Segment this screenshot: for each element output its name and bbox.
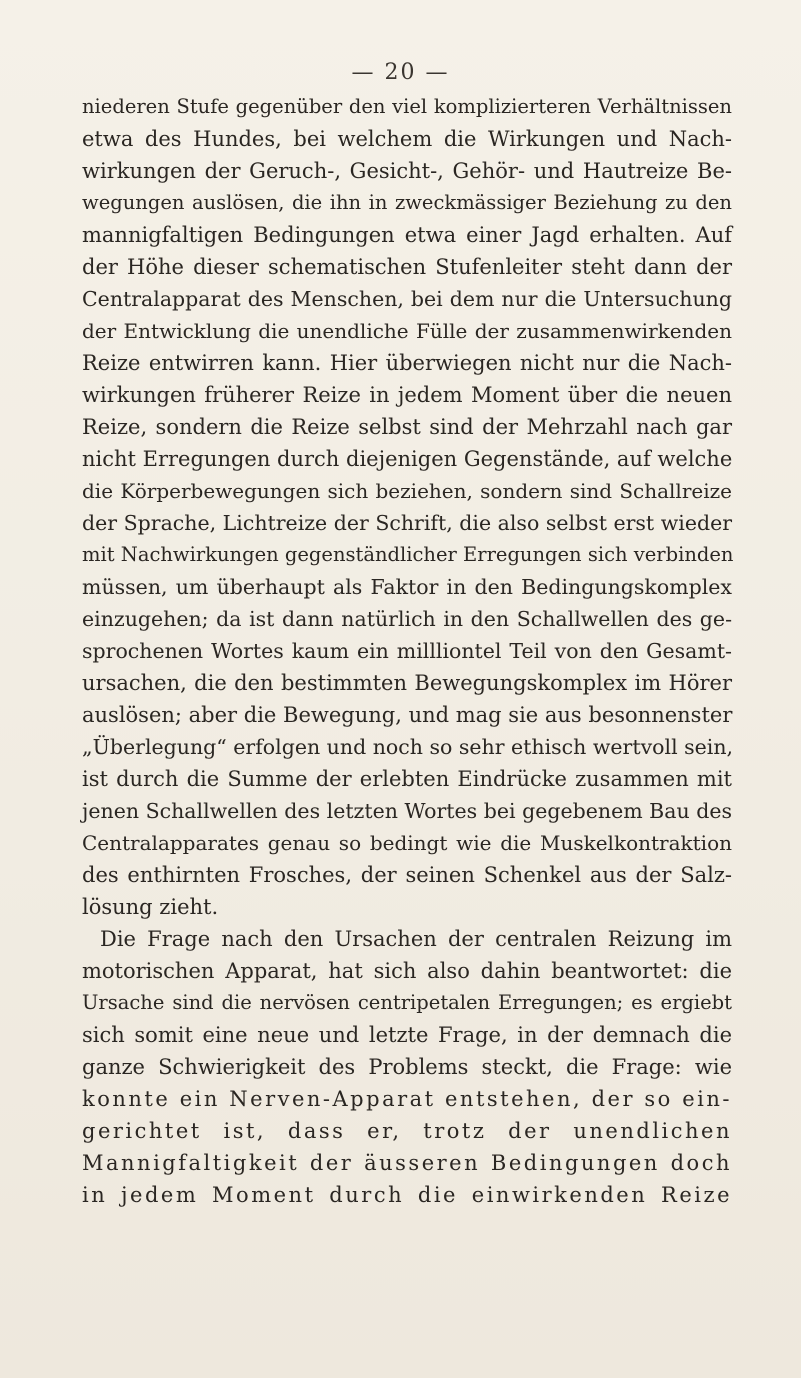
text-line: wirkungen der Geruch-, Gesicht-, Gehör- und Hautreize Be- (82, 159, 732, 183)
text-line: nicht Erregungen durch diejenigen Gegenstände, auf welche (82, 447, 733, 471)
text-line: wirkungen früherer Reize in jedem Moment über die neuen (82, 383, 732, 407)
text-line: Reize, sondern die Reize selbst sind der Mehrzahl nach gar (82, 415, 732, 439)
text-line: etwa des Hundes, bei welchem die Wirkungen und Nach- (82, 127, 732, 151)
text-line: die Körperbewegungen sich beziehen, sondern sind Schallreize (82, 479, 732, 503)
body-text (82, 91, 732, 1211)
text-line: Reize entwirren kann. Hier überwiegen nicht nur die Nach- (82, 351, 732, 375)
emphasized-text-line: in jedem Moment durch die einwirkenden Reize (82, 1183, 732, 1207)
text-line: Ursache sind die nervösen centripetalen Erregungen; es ergiebt (82, 991, 732, 1014)
emphasized-text-line: Mannigfaltigkeit der äusseren Bedingungen doch (82, 1151, 732, 1175)
text-line: „Überlegung“ erfolgen und noch so sehr ethisch wertvoll sein, (82, 735, 734, 759)
page-number: — 20 — (351, 60, 450, 85)
text-line: mannigfaltigen Bedingungen etwa einer Jagd erhalten. Auf (82, 223, 732, 247)
text-line: lösung zieht. (82, 895, 219, 919)
text-line: Centralapparates genau so bedingt wie die Muskelkontraktion (82, 831, 732, 855)
text-line: wegungen auslösen, die ihn in zweckmässiger Beziehung zu den (82, 191, 732, 214)
text-line: sprochenen Wortes kaum ein millliontel Teil von den Gesamt- (82, 639, 732, 663)
text-line: ganze Schwierigkeit des Problems steckt, die Frage: wie (82, 1055, 732, 1079)
paragraph-2 (82, 923, 732, 1211)
text-line: müssen, um überhaupt als Faktor in den Bedingungskomplex (82, 575, 732, 599)
text-line: niederen Stufe gegenüber den viel komplizierteren Verhältnissen (82, 95, 732, 118)
text-line: Die Frage nach den Ursachen der centralen Reizung im (100, 927, 732, 951)
text-line: sich somit eine neue und letzte Frage, in der demnach die (82, 1023, 732, 1047)
text-line: motorischen Apparat, hat sich also dahin beantwortet: die (82, 959, 732, 983)
emphasized-text-line: gerichtet ist, dass er, trotz der unendlichen (82, 1119, 732, 1143)
text-line: der Sprache, Lichtreize der Schrift, die also selbst erst wieder (82, 511, 732, 535)
text-line: ist durch die Summe der erlebten Eindrücke zusammen mit (82, 767, 732, 791)
text-line: mit Nachwirkungen gegenständlicher Erregungen sich verbinden (82, 543, 734, 566)
text-line: jenen Schallwellen des letzten Wortes bei gegebenem Bau des (82, 799, 732, 823)
paragraph-1 (82, 91, 732, 923)
text-line: ursachen, die den bestimmten Bewegungskomplex im Hörer (82, 671, 732, 695)
text-line: des enthirnten Frosches, der seinen Schenkel aus der Salz- (82, 863, 732, 887)
text-line: der Entwicklung die unendliche Fülle der zusammenwirkenden (82, 319, 732, 343)
text-line: Centralapparat des Menschen, bei dem nur die Untersuchung (82, 287, 732, 311)
text-line: einzugehen; da ist dann natürlich in den Schallwellen des ge- (82, 607, 732, 631)
text-line: der Höhe dieser schematischen Stufenleiter steht dann der (82, 255, 732, 279)
text-line: auslösen; aber die Bewegung, und mag sie aus besonnenster (82, 703, 733, 727)
emphasized-text-line: konnte ein Nerven-Apparat entstehen, der so ein- (82, 1087, 732, 1111)
